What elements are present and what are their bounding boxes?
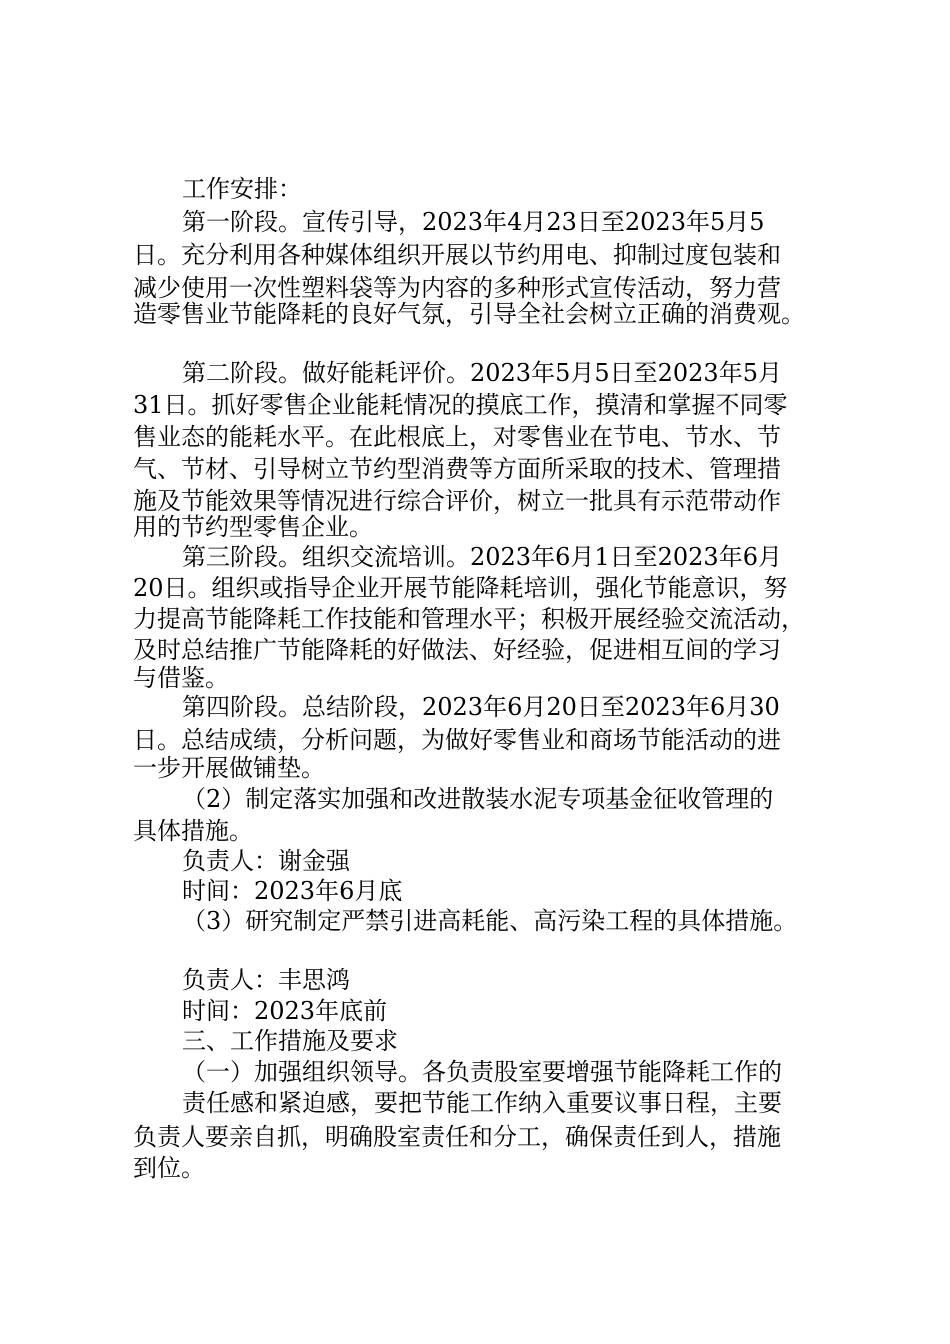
text-line: 负责人：丰思鸿 bbox=[182, 966, 350, 994]
text-line: 造零售业节能降耗的良好气氛，引导全社会树立正确的消费观。 bbox=[133, 300, 805, 328]
text-line: 责任感和紧迫感，要把节能工作纳入重要议事日程，主要 bbox=[182, 1089, 782, 1117]
section-heading: 三、工作措施及要求 bbox=[182, 1027, 398, 1055]
text-line: 售业态的能耗水平。在此根底上，对零售业在节电、节水、节 bbox=[133, 423, 781, 451]
text-line: 31日。抓好零售企业能耗情况的摸底工作，摸清和掌握不同零 bbox=[133, 391, 788, 419]
text-line: 减少使用一次性塑料袋等为内容的多种形式宣传活动，努力营 bbox=[133, 274, 781, 302]
text-line: 负责人：谢金强 bbox=[182, 847, 350, 875]
text-line: 负责人要亲自抓，明确股室责任和分工，确保责任到人，措施 bbox=[133, 1123, 781, 1151]
text-line: 20日。组织或指导企业开展节能降耗培训，强化节能意识，努 bbox=[133, 574, 788, 602]
text-line: （3）研究制定严禁引进高耗能、高污染工程的具体措施。 bbox=[182, 907, 798, 935]
text-line: 气、节材、引导树立节约型消费等方面所采取的技术、管理措 bbox=[133, 455, 781, 483]
text-line: 到位。 bbox=[133, 1154, 205, 1182]
text-line: 及时总结推广节能降耗的好做法、好经验，促进相互间的学习 bbox=[133, 636, 781, 664]
text-line: 具体措施。 bbox=[133, 817, 253, 845]
text-line: （一）加强组织领导。各负责股室要增强节能降耗工作的 bbox=[182, 1058, 782, 1086]
text-line: 时间：2023年底前 bbox=[182, 997, 388, 1025]
text-line: 日。总结成绩，分析问题，为做好零售业和商场节能活动的进 bbox=[133, 726, 781, 754]
text-line: 第一阶段。宣传引导，2023年4月23日至2023年5月5 bbox=[182, 208, 765, 236]
text-line: 时间：2023年6月底 bbox=[182, 877, 403, 905]
text-line: 日。充分利用各种媒体组织开展以节约用电、抑制过度包装和 bbox=[133, 241, 781, 269]
text-line: 用的节约型零售企业。 bbox=[133, 513, 373, 541]
text-line: 工作安排： bbox=[182, 175, 302, 203]
text-line: 一步开展做铺垫。 bbox=[133, 754, 325, 782]
text-line: 第三阶段。组织交流培训。2023年6月1日至2023年6月 bbox=[182, 543, 782, 571]
text-line: （2）制定落实加强和改进散装水泥专项基金征收管理的 bbox=[182, 785, 774, 813]
text-line: 力提高节能降耗工作技能和管理水平；积极开展经验交流活动， bbox=[133, 605, 805, 633]
text-line: 第二阶段。做好能耗评价。2023年5月5日至2023年5月 bbox=[182, 359, 782, 387]
text-line: 与借鉴。 bbox=[133, 664, 229, 692]
text-line: 第四阶段。总结阶段，2023年6月20日至2023年6月30 bbox=[182, 693, 780, 721]
text-line: 施及节能效果等情况进行综合评价，树立一批具有示范带动作 bbox=[133, 487, 781, 515]
